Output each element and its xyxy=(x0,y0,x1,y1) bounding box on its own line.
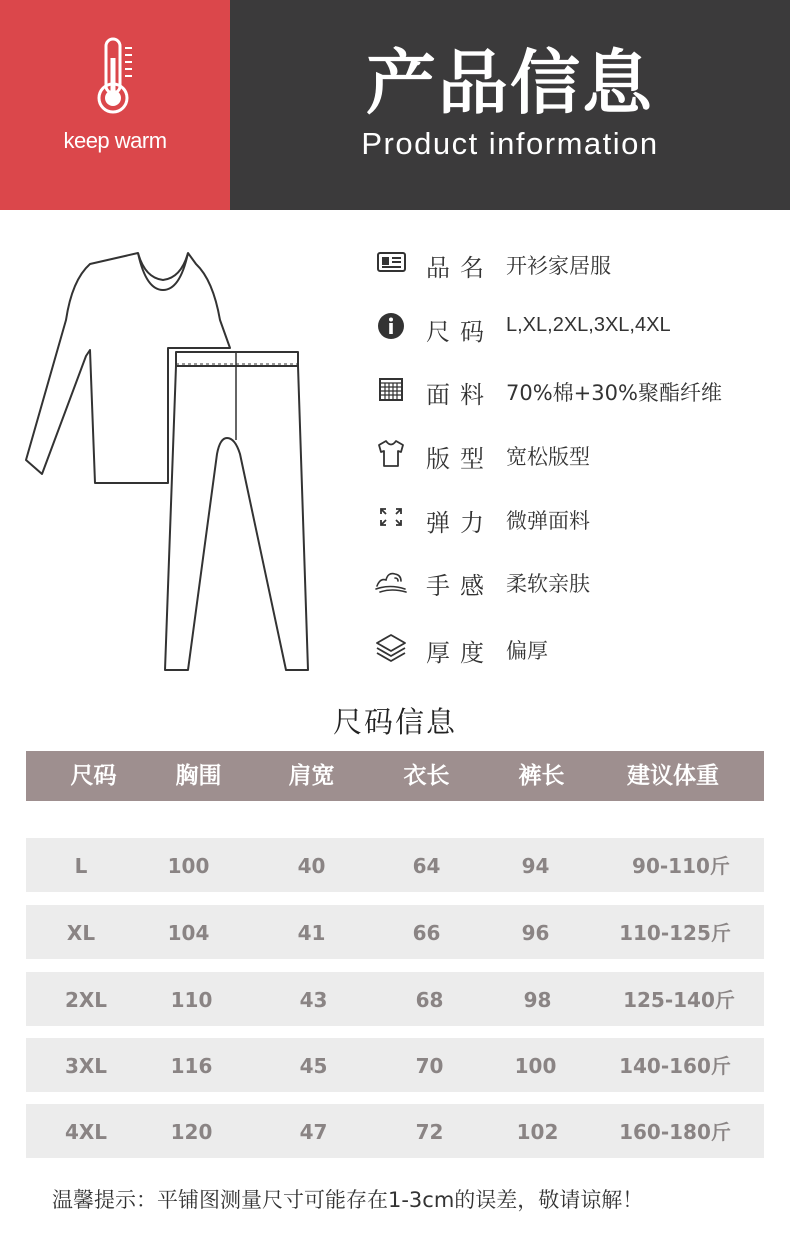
table-row xyxy=(26,838,764,892)
measurement-note: 温馨提示：平铺图测量尺寸可能存在1-3cm的误差，敬请谅解！ xyxy=(52,1188,644,1212)
info-label: 手感 xyxy=(426,572,494,600)
info-value: L,XL,2XL,3XL,4XL xyxy=(506,314,671,336)
table-cell: 116 xyxy=(170,1054,213,1078)
table-row xyxy=(26,1104,764,1158)
table-cell: 100 xyxy=(167,854,210,878)
table-cell: XL xyxy=(66,921,96,945)
table-cell: 160-180斤 xyxy=(619,1120,731,1144)
layers-icon xyxy=(374,631,408,663)
info-row-size xyxy=(374,306,774,346)
info-value: 柔软亲肤 xyxy=(506,572,590,596)
info-value: 开衫家居服 xyxy=(506,254,611,278)
id-card-icon xyxy=(374,246,408,278)
table-cell: 90-110斤 xyxy=(632,854,730,878)
table-cell: 100 xyxy=(514,1054,557,1078)
title-block xyxy=(230,0,790,210)
table-cell: 40 xyxy=(297,854,326,878)
table-cell: 68 xyxy=(415,988,444,1012)
table-cell: 104 xyxy=(167,921,210,945)
shirt-icon xyxy=(374,437,408,469)
table-cell: 96 xyxy=(521,921,550,945)
garment-illustration xyxy=(20,240,320,680)
keep-warm-label: keep warm xyxy=(63,128,167,153)
info-label: 版型 xyxy=(426,445,494,473)
table-cell: 72 xyxy=(415,1120,444,1144)
table-cell: 94 xyxy=(521,854,550,878)
info-label: 厚度 xyxy=(426,639,494,667)
info-value: 宽松版型 xyxy=(506,445,590,469)
size-section-title: 尺码信息 xyxy=(332,705,457,739)
table-cell: 41 xyxy=(297,921,326,945)
page-title: 产品信息 xyxy=(366,42,654,124)
column-header: 尺码 xyxy=(70,763,117,789)
table-cell: 43 xyxy=(299,988,328,1012)
info-row-thickness xyxy=(374,627,774,667)
column-header: 裤长 xyxy=(518,763,565,789)
table-row xyxy=(26,972,764,1026)
table-cell: 45 xyxy=(299,1054,328,1078)
table-cell: 98 xyxy=(523,988,552,1012)
size-table-header xyxy=(26,751,764,801)
table-cell: 2XL xyxy=(64,988,108,1012)
table-row xyxy=(26,1038,764,1092)
column-header: 肩宽 xyxy=(288,763,335,789)
thermometer-icon xyxy=(94,36,138,116)
table-cell: 110-125斤 xyxy=(619,921,731,945)
info-icon xyxy=(374,310,408,342)
keep-warm-badge xyxy=(0,0,230,210)
table-cell: 3XL xyxy=(64,1054,108,1078)
info-value: 微弹面料 xyxy=(506,509,590,533)
info-row-feel xyxy=(374,560,774,600)
table-cell: 102 xyxy=(516,1120,559,1144)
info-row-elasticity xyxy=(374,497,774,537)
table-cell: 125-140斤 xyxy=(623,988,735,1012)
table-cell: 120 xyxy=(170,1120,213,1144)
info-row-fabric xyxy=(374,369,774,409)
info-row-fit xyxy=(374,433,774,473)
column-header: 衣长 xyxy=(403,763,450,789)
soft-touch-icon xyxy=(374,564,408,596)
info-value: 70%棉+30%聚酯纤维 xyxy=(506,381,722,405)
column-header: 建议体重 xyxy=(627,763,719,789)
table-cell: 140-160斤 xyxy=(619,1054,731,1078)
info-label: 面料 xyxy=(426,381,494,409)
table-cell: 70 xyxy=(415,1054,444,1078)
info-label: 弹力 xyxy=(426,509,494,537)
table-row xyxy=(26,905,764,959)
info-value: 偏厚 xyxy=(506,639,548,663)
table-cell: 47 xyxy=(299,1120,328,1144)
table-cell: 64 xyxy=(412,854,441,878)
info-row-name xyxy=(374,242,774,282)
fabric-grid-icon xyxy=(374,373,408,405)
column-header: 胸围 xyxy=(175,763,222,789)
table-cell: 110 xyxy=(170,988,213,1012)
page-subtitle: Product information xyxy=(361,126,659,161)
table-cell: 66 xyxy=(412,921,441,945)
stretch-icon xyxy=(374,501,408,533)
header xyxy=(0,0,790,210)
table-cell: L xyxy=(74,854,88,878)
table-cell: 4XL xyxy=(64,1120,108,1144)
info-label: 尺码 xyxy=(426,318,494,346)
info-label: 品名 xyxy=(426,254,494,282)
